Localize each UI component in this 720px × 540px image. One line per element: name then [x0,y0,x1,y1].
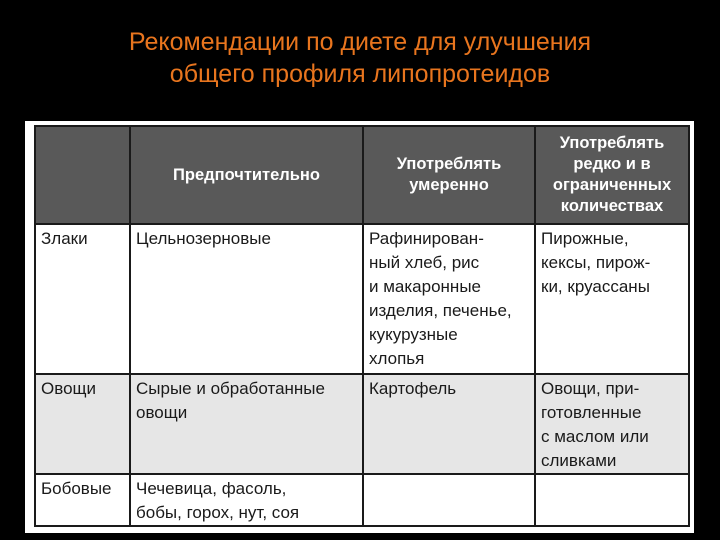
table-row [35,224,689,374]
title-line-1: Рекомендации по диете для улучшения [128,28,592,56]
header-cell-empty [35,126,130,224]
cell-preferred: Сырые и обработанные овощи [130,374,363,474]
cell-moderate: Рафинирован- ный хлеб, рис и макаронные изделия, печенье, кукурузные хлопья [363,224,535,374]
cell-preferred: Чечевица, фасоль, бобы, горох, нут, соя [130,474,363,526]
cell-preferred: Цельнозерновые [130,224,363,374]
row-category: Злаки [35,224,130,374]
diet-table [34,125,690,527]
cell-moderate [363,474,535,526]
header-cell-rarely: Употреблять редко и в ограниченных количествах [535,126,689,224]
table-row [35,474,689,526]
header-cell-moderate: Употреблять умеренно [363,126,535,224]
table-row [35,374,689,474]
slide-title [0,26,720,90]
table-header-row [35,126,689,224]
cell-moderate: Картофель [363,374,535,474]
cell-rarely: Пирожные, кексы, пирож- ки, круассаны [535,224,689,374]
header-cell-preferred: Предпочтительно [130,126,363,224]
cell-rarely [535,474,689,526]
row-category: Овощи [35,374,130,474]
title-line-2: общего профиля липопротеидов [169,60,551,88]
row-category: Бобовые [35,474,130,526]
table-frame [25,121,694,533]
cell-rarely: Овощи, при- готовленные с маслом или сливками [535,374,689,474]
